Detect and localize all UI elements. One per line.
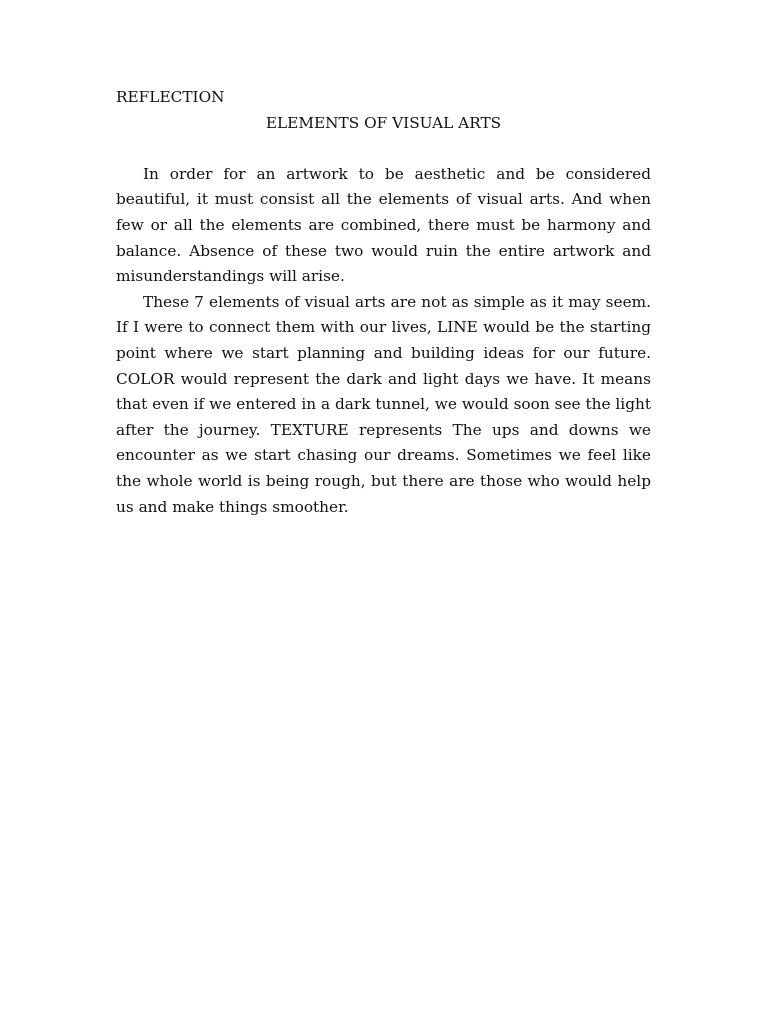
paragraph-2: These 7 elements of visual arts are not as simple as it may seem. If I were to connect them with our lives, LINE would be the starting point where we start planning and building ideas for our future. COLOR would represent the dark and light days we have. It means that even if we entered in a dark tunnel, we would soon see the light after the journey. TEXTURE represents The ups and downs we encounter as we start chasing our dreams. Sometimes we feel like the whole world is being rough, but there are those who would help us and make things smoother. [116,292,651,516]
document-title: ELEMENTS OF VISUAL ARTS [265,113,502,132]
paragraph-1: In order for an artwork to be aesthetic and be considered beautiful, it must consist all the elements of visual arts. And when few or all the elements are combined, there must be harmony and balance. Absence of these two would ruin the entire artwork and misunderstandings will arise. [116,164,651,286]
document-page [116,85,651,520]
document-label: REFLECTION [116,88,225,106]
